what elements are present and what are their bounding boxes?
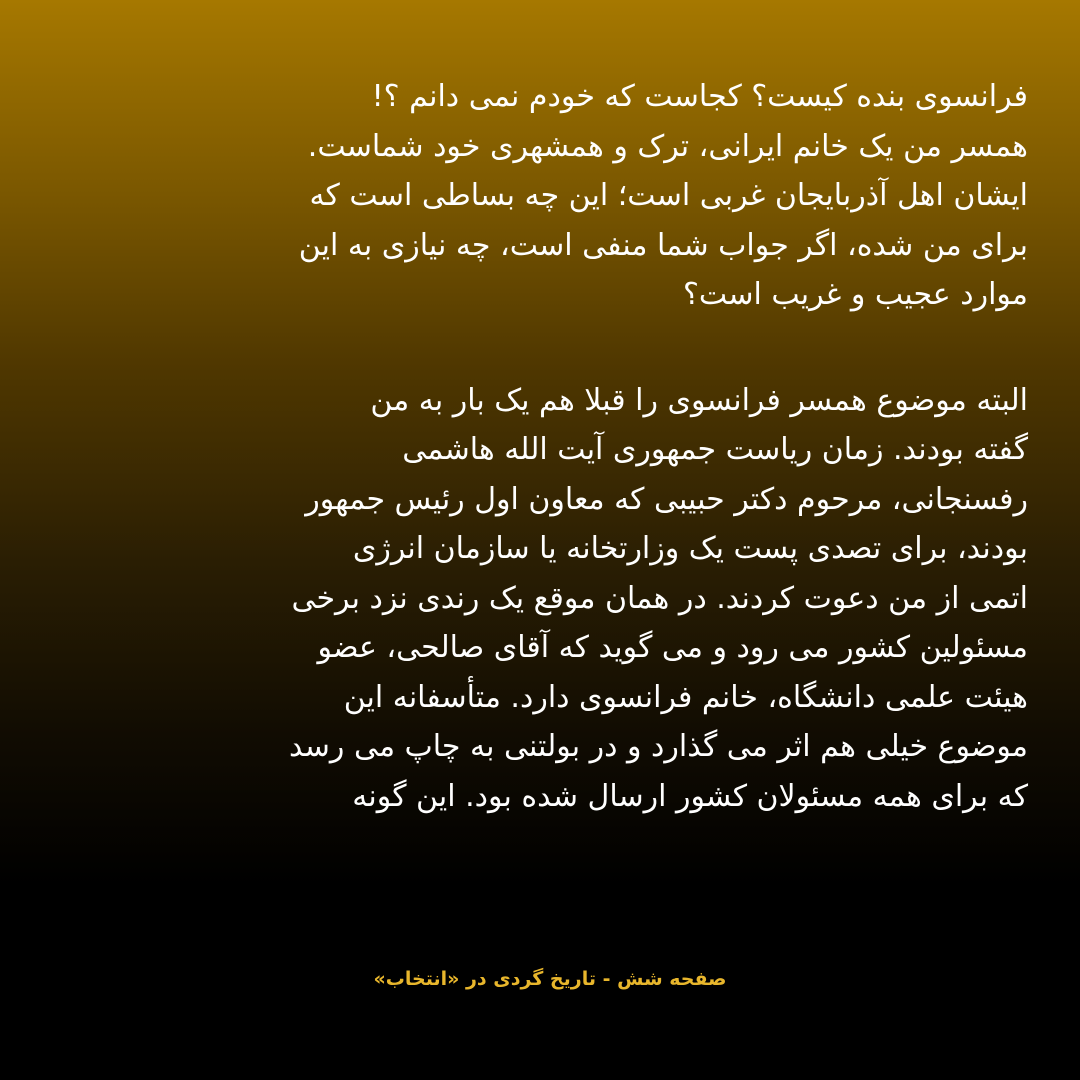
text-line: موارد عجیب و غریب است؟ bbox=[682, 277, 1028, 312]
text-line: گفته بودند. زمان ریاست جمهوری آیت الله هاشمی bbox=[402, 432, 1028, 467]
text-line: همسر من یک خانم ایرانی، ترک و همشهری خود شماست. bbox=[307, 128, 1028, 164]
text-line: بودند، برای تصدی پست یک وزارتخانه یا سازمان انرژی bbox=[352, 531, 1028, 566]
text-line: اتمی از من دعوت کردند. در همان موقع یک رندی نزد برخی bbox=[291, 580, 1028, 616]
paragraph-2 bbox=[88, 376, 1028, 822]
article-body bbox=[88, 72, 1028, 821]
text-line: ایشان اهل آذربایجان غربی است؛ این چه بساطی است که bbox=[309, 178, 1028, 213]
paragraph-spacer bbox=[88, 320, 1028, 376]
text-line: مسئولین کشور می رود و می گوید که آقای صالحی، عضو bbox=[317, 630, 1028, 665]
text-line: فرانسوی بنده کیست؟ کجاست که خودم نمی دانم ؟! bbox=[371, 79, 1028, 114]
text-line: که برای همه مسئولان کشور ارسال شده بود. این گونه bbox=[352, 778, 1028, 814]
text-line: رفسنجانی، مرحوم دکتر حبیبی که معاون اول رئیس جمهور bbox=[305, 481, 1028, 517]
text-line: موضوع خیلی هم اثر می گذارد و در بولتنی به چاپ می رسد bbox=[289, 729, 1028, 764]
text-line: برای من شده، اگر جواب شما منفی است، چه نیازی به این bbox=[298, 227, 1028, 263]
text-line: هیئت علمی دانشگاه، خانم فرانسوی دارد. متأسفانه این bbox=[343, 679, 1028, 715]
text-line: البته موضوع همسر فرانسوی را قبلا هم یک بار به من bbox=[370, 382, 1028, 418]
paragraph-1 bbox=[88, 72, 1028, 320]
page-caption: صفحه شش - تاریخ گردی در «انتخاب» bbox=[373, 968, 727, 990]
